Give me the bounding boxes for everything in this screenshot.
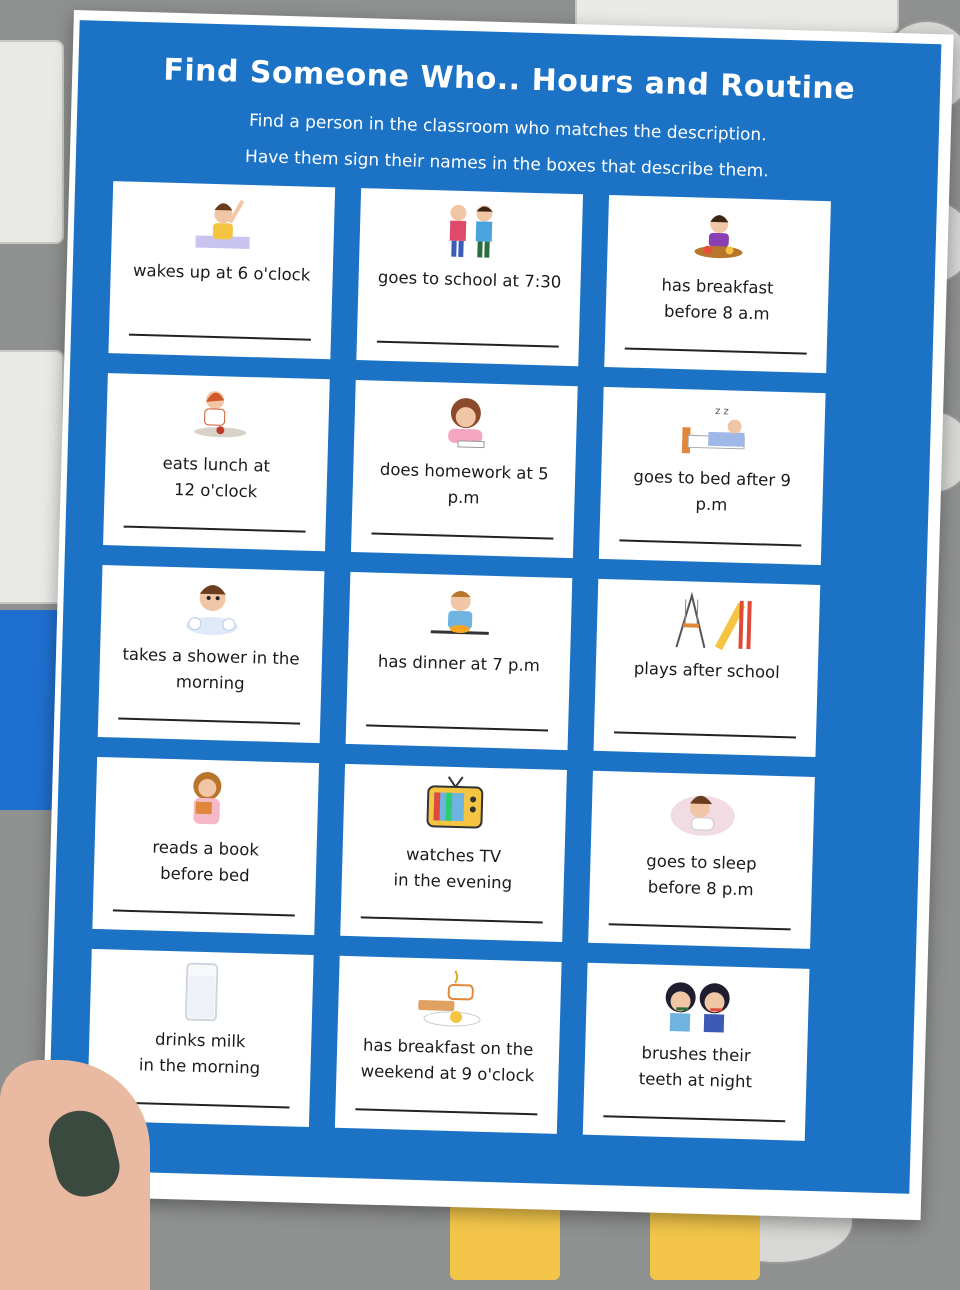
kids-walking-icon xyxy=(425,198,517,264)
activity-card[interactable] xyxy=(356,188,583,366)
activity-card[interactable] xyxy=(346,572,573,750)
brushing-kids-icon xyxy=(652,973,744,1039)
signature-line[interactable] xyxy=(118,718,300,725)
playground-icon xyxy=(662,589,754,655)
activity-card[interactable] xyxy=(599,387,826,565)
activity-text: watches TV in the evening xyxy=(393,844,513,893)
activity-card[interactable] xyxy=(103,373,330,551)
signature-line[interactable] xyxy=(377,341,559,348)
activity-card[interactable] xyxy=(108,181,335,359)
signature-line[interactable] xyxy=(124,526,306,533)
activity-text: reads a book before bed xyxy=(152,837,260,886)
activity-text: goes to sleep before 8 p.m xyxy=(646,851,757,900)
lunch-woman-icon xyxy=(172,383,264,449)
activity-text: goes to bed after 9 p.m xyxy=(633,466,792,515)
activity-card[interactable] xyxy=(335,956,562,1134)
activity-card[interactable] xyxy=(588,771,815,949)
dinner-boy-icon xyxy=(414,582,506,648)
activity-text: eats lunch at 12 o'clock xyxy=(162,453,271,502)
activity-text: goes to school at 7:30 xyxy=(377,267,562,292)
shower-boy-icon xyxy=(166,575,258,641)
instruction-line-1: Find a person in the classroom who matches the description. xyxy=(248,110,767,146)
activity-grid xyxy=(87,181,833,1141)
tv-icon xyxy=(409,774,501,840)
signature-line[interactable] xyxy=(366,724,548,731)
activity-card[interactable] xyxy=(583,963,810,1141)
activity-card[interactable] xyxy=(340,764,567,942)
activity-card[interactable] xyxy=(351,380,578,558)
signature-line[interactable] xyxy=(609,923,791,930)
activity-text: has breakfast on the weekend at 9 o'clock xyxy=(360,1035,535,1086)
milk-glass-icon xyxy=(156,959,248,1025)
signature-line[interactable] xyxy=(614,731,796,738)
background-card xyxy=(0,350,64,604)
breakfast-girl-icon xyxy=(673,205,765,271)
activity-card[interactable] xyxy=(604,195,831,373)
signature-line[interactable] xyxy=(603,1115,785,1122)
activity-card[interactable] xyxy=(594,579,821,757)
signature-line[interactable] xyxy=(129,334,311,341)
signature-line[interactable] xyxy=(361,916,543,923)
activity-text: takes a shower in the morning xyxy=(122,644,300,694)
instruction-line-2: Have them sign their names in the boxes that describe them. xyxy=(244,146,769,182)
breakfast-plate-icon xyxy=(404,966,496,1032)
waking-girl-icon xyxy=(177,191,269,257)
activity-text: has breakfast before 8 a.m xyxy=(661,275,774,324)
sleeping-boy-bed-icon xyxy=(668,397,760,463)
signature-line[interactable] xyxy=(371,533,553,540)
background-blue-card xyxy=(0,610,60,810)
signature-line[interactable] xyxy=(619,539,801,546)
background-card xyxy=(0,40,64,244)
activity-text: wakes up at 6 o'clock xyxy=(132,260,311,285)
signature-line[interactable] xyxy=(625,348,807,355)
homework-girl-icon xyxy=(420,390,512,456)
activity-text: has dinner at 7 p.m xyxy=(377,651,541,676)
activity-card[interactable] xyxy=(92,757,319,935)
signature-line[interactable] xyxy=(113,909,295,916)
sleeping-girl-icon xyxy=(657,781,749,847)
signature-line[interactable] xyxy=(355,1108,537,1115)
activity-text: brushes their teeth at night xyxy=(638,1043,753,1092)
activity-text: drinks milk in the morning xyxy=(138,1029,261,1078)
reading-girl-icon xyxy=(161,767,253,833)
activity-text: plays after school xyxy=(633,658,781,682)
worksheet-panel xyxy=(48,20,942,1194)
worksheet xyxy=(41,10,954,1220)
worksheet-title: Find Someone Who.. Hours and Routine xyxy=(162,52,856,107)
activity-card[interactable] xyxy=(98,565,325,743)
activity-text: does homework at 5 p.m xyxy=(379,459,549,508)
svg-text:z z: z z xyxy=(714,406,729,418)
